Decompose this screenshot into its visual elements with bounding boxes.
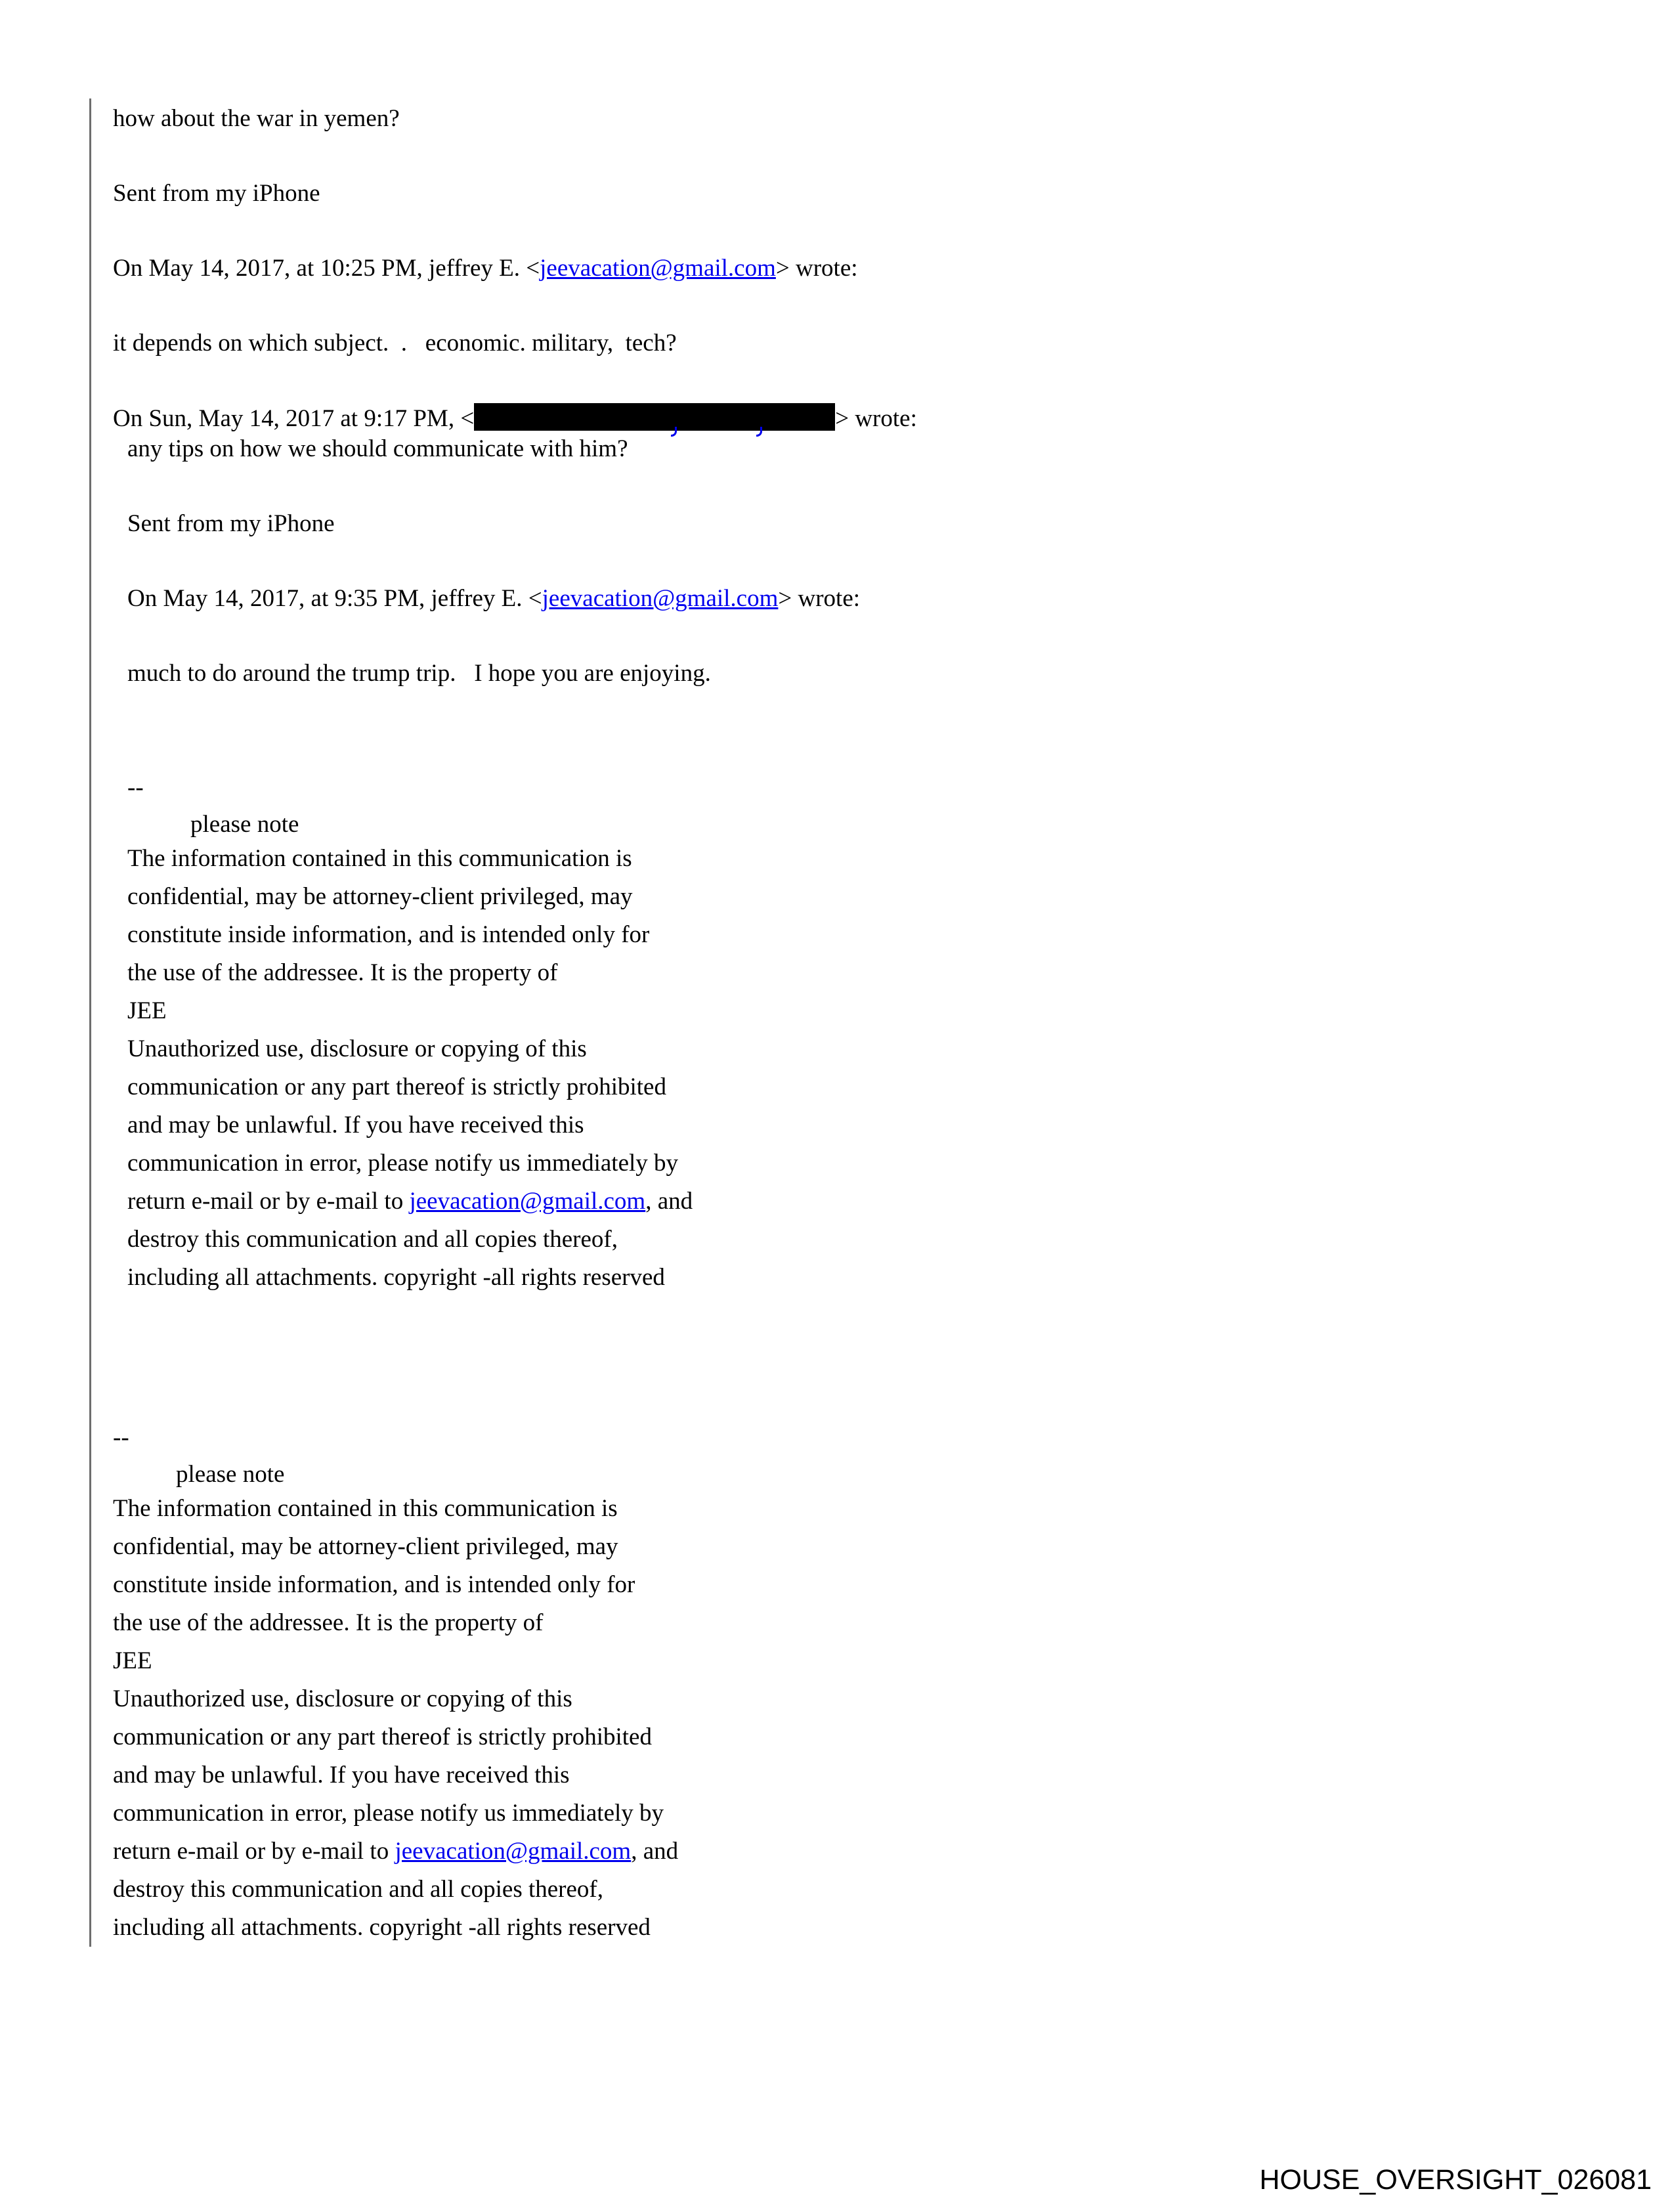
email-quote-bar	[89, 98, 91, 1947]
disclaimer-heading: please note	[176, 1461, 285, 1488]
disclaimer-line: the use of the addressee. It is the property of	[127, 959, 558, 986]
disclaimer-line-suffix: , and	[631, 1838, 679, 1865]
quote-header	[113, 253, 1098, 284]
disclaimer-line: confidential, may be attorney-client privileged, may	[127, 883, 633, 910]
email-address-link[interactable]: jeevacation@gmail.com	[542, 585, 779, 612]
bates-number: HOUSE_OVERSIGHT_026081	[1259, 2164, 1652, 2196]
quote-header-suffix: > wrote:	[775, 255, 858, 282]
disclaimer-line: Unauthorized use, disclosure or copying of this	[127, 1035, 587, 1062]
disclaimer-line: destroy this communication and all copies thereof,	[113, 1876, 603, 1903]
disclaimer-line: including all attachments. copyright -all rights reserved	[127, 1264, 665, 1291]
disclaimer-line: JEE	[127, 997, 167, 1024]
disclaimer-line: Unauthorized use, disclosure or copying of this	[113, 1685, 572, 1712]
disclaimer-line	[113, 1832, 1098, 1871]
disclaimer-line: constitute inside information, and is intended only for	[113, 1571, 635, 1598]
disclaimer-line: and may be unlawful. If you have received this	[113, 1762, 570, 1789]
message-text: much to do around the trump trip. I hope you are enjoying.	[127, 660, 711, 687]
disclaimer-line-prefix: return e-mail or by e-mail to	[127, 1188, 410, 1215]
nested-quote	[127, 434, 1098, 1297]
quote-header-prefix: On Sun, May 14, 2017 at 9:17 PM, <	[113, 405, 475, 432]
disclaimer-line: and may be unlawful. If you have received this	[127, 1112, 584, 1139]
email-address-link[interactable]: jeevacation@gmail.com	[395, 1838, 632, 1865]
quote-header-suffix: > wrote:	[778, 585, 861, 612]
legal-disclaimer	[113, 1423, 1098, 1947]
disclaimer-line: The information contained in this communication is	[127, 845, 632, 872]
disclaimer-line: the use of the addressee. It is the property of	[113, 1609, 544, 1636]
disclaimer-line: destroy this communication and all copies thereof,	[127, 1226, 618, 1253]
email-thread	[113, 104, 1098, 1947]
email-address-link[interactable]: jeevacation@gmail.com	[409, 1188, 646, 1215]
quote-header	[127, 584, 1098, 614]
disclaimer-line: including all attachments. copyright -all rights reserved	[113, 1914, 651, 1941]
redaction-bar	[474, 403, 835, 431]
disclaimer-line: JEE	[113, 1647, 152, 1674]
message-text: any tips on how we should communicate with him?	[127, 435, 628, 462]
disclaimer-line	[127, 1182, 1098, 1221]
message-text: how about the war in yemen?	[113, 105, 400, 132]
disclaimer-heading: please note	[190, 811, 299, 838]
legal-disclaimer	[127, 773, 1098, 1297]
signature-delimiter: --	[113, 1424, 129, 1451]
disclaimer-line-suffix: , and	[645, 1188, 693, 1215]
quote-header	[113, 403, 1098, 434]
disclaimer-line: constitute inside information, and is intended only for	[127, 921, 650, 948]
disclaimer-line: confidential, may be attorney-client privileged, may	[113, 1533, 618, 1560]
message-text: it depends on which subject. . economic. military, tech?	[113, 330, 677, 357]
signature-delimiter: --	[127, 774, 144, 801]
email-address-link[interactable]: jeevacation@gmail.com	[540, 255, 776, 282]
disclaimer-line-prefix: return e-mail or by e-mail to	[113, 1838, 395, 1865]
disclaimer-line: communication or any part thereof is strictly prohibited	[113, 1724, 652, 1750]
disclaimer-line: communication in error, please notify us immediately by	[113, 1800, 664, 1827]
disclaimer-line: communication or any part thereof is strictly prohibited	[127, 1073, 666, 1100]
quote-header-suffix: > wrote:	[835, 405, 917, 432]
iphone-signature: Sent from my iPhone	[127, 510, 335, 537]
disclaimer-line: The information contained in this communication is	[113, 1495, 618, 1522]
quote-header-prefix: On May 14, 2017, at 10:25 PM, jeffrey E. <	[113, 255, 540, 282]
quote-header-prefix: On May 14, 2017, at 9:35 PM, jeffrey E. <	[127, 585, 542, 612]
iphone-signature: Sent from my iPhone	[113, 180, 320, 207]
disclaimer-line: communication in error, please notify us immediately by	[127, 1150, 679, 1177]
